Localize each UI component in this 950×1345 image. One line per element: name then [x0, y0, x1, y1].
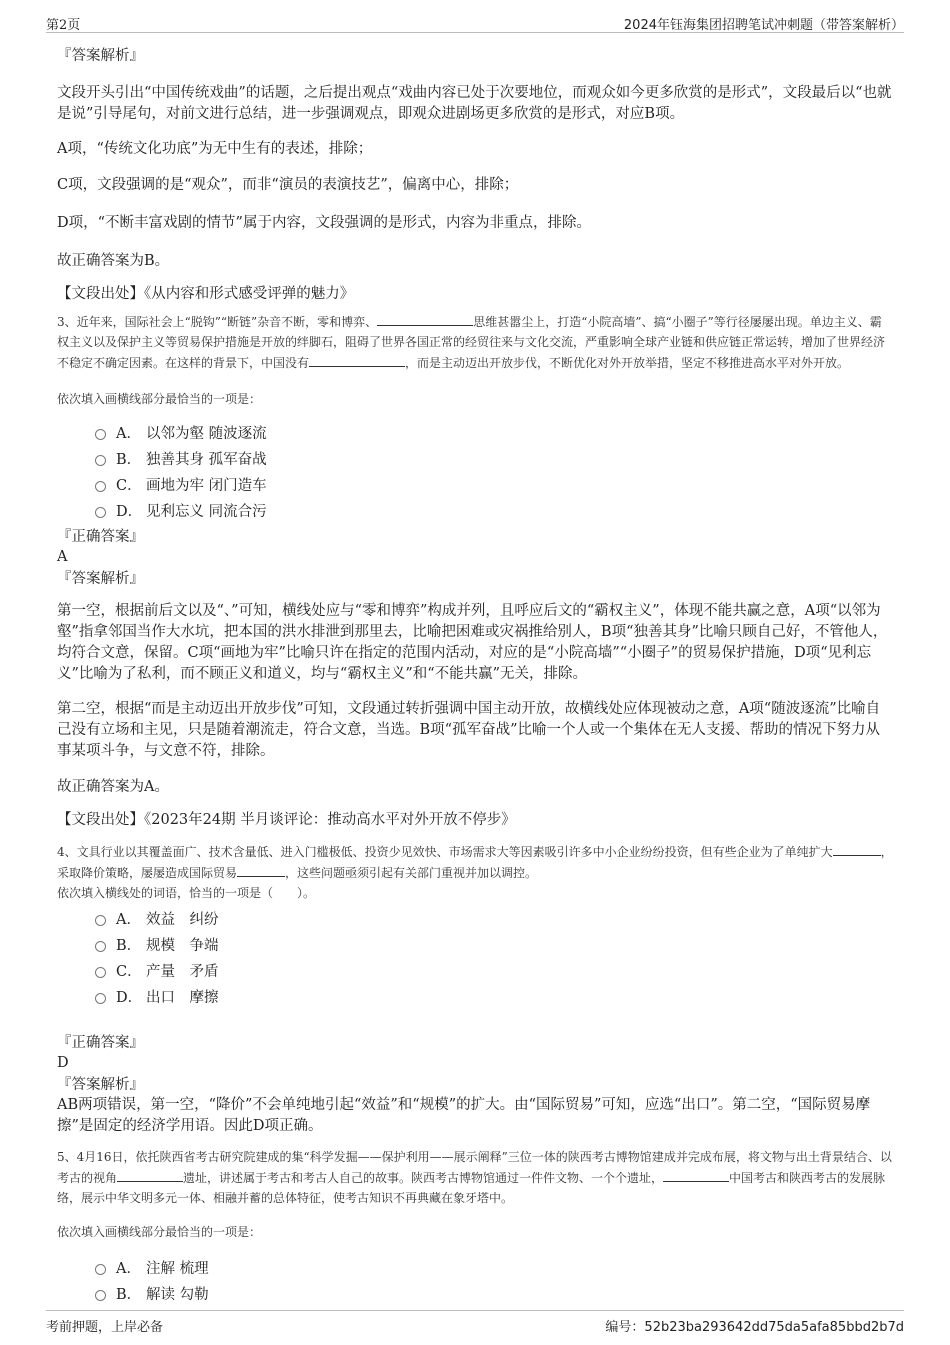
q5-option-a[interactable]: A． 注解 梳理 [95, 1256, 893, 1282]
q4-stem [57, 841, 893, 883]
q5-blank-2 [663, 1167, 729, 1182]
q4-analysis-label: 『答案解析』 [57, 1077, 144, 1093]
q4-options [95, 907, 893, 1011]
page-footer [46, 1310, 904, 1335]
q3-blank-1 [377, 311, 473, 326]
radio-icon[interactable] [95, 507, 106, 518]
q3-option-b[interactable]: B． 独善其身 孤军奋战 [95, 447, 893, 473]
q3-analysis-label: 『答案解析』 [57, 571, 144, 587]
q3-stem-part3: ，而是主动迈出开放步伐，不断优化对外开放举措，坚定不移推进高水平对外开放。 [405, 356, 850, 370]
q3-option-c[interactable]: C． 画地为牢 闭门造车 [95, 473, 893, 499]
q4-answer-label: 『正确答案』 [57, 1035, 144, 1051]
q5-stem-part3: 中国考古和陕西考古的发展脉络，展示中华文明多元一体、相融并蓄的总体特征，使考古知识不再典藏在象牙塔中。 [57, 1171, 886, 1205]
radio-icon[interactable] [95, 455, 106, 466]
document-title: 2024年钰海集团招聘笔试冲刺题（带答案解析） [623, 18, 904, 33]
q5-stem [57, 1147, 893, 1208]
q3-answer: A [57, 549, 68, 565]
q2-analysis-p2: A项，“传统文化功底”为无中生有的表述，排除； [57, 141, 373, 157]
q2-analysis-label: 『答案解析』 [57, 48, 144, 64]
q4-stem-part2: ，采取降价策略，屡屡造成国际贸易 [57, 845, 893, 880]
q4-stem-part3: ，这些问题亟须引起有关部门重视并加以调控。 [285, 866, 538, 880]
q3-stem-part1: 3、近年来，国际社会上“脱钩”“断链”杂音不断，零和博弈、 [57, 315, 378, 329]
radio-icon[interactable] [95, 429, 106, 440]
q3-analysis-p1: 第一空，根据前后文以及“、”可知，横线处应与“零和博弈”构成并列，且呼应后文的“霸权主义”，体现不能共赢之意，A项“以邻为壑”指拿邻国当作大水坑，把本国的洪水排泄到那里去，比喻把困难或灾祸推给别人，B项“独善其身”比喻只顾自己好，不管他人，均符合文意，保留。C项“画地为牢”比喻只许在指定的范围内活动，对应的是“小院高墙”“小圈子”的贸易保护措施，D项“见利忘义”比喻为了私利，而不顾正义和道义，均与“霸权主义”和“不能共赢”无关，排除。 [57, 603, 888, 682]
q2-source: 【文段出处】《从内容和形式感受评弹的魅力》 [57, 286, 355, 302]
q4-analysis-p1: AB两项错误，第一空，“降价”不会单纯地引起“效益”和“规模”的扩大。由“国际贸易”可知，应选“出口”。第二空，“国际贸易摩擦”是固定的经济学用语。因此D项正确。 [57, 1097, 871, 1134]
q3-option-d[interactable]: D． 见利忘义 同流合污 [95, 499, 893, 525]
q3-answer-text: 故正确答案为A。 [57, 779, 169, 795]
q5-blank-1 [117, 1167, 183, 1182]
q5-stem-part2: 遗址，讲述属于考古和考古人自己的故事。陕西考古博物馆通过一件件文物、一个个遗址， [183, 1171, 664, 1185]
q2-answer-text: 故正确答案为B。 [57, 253, 170, 269]
q4-option-d[interactable]: D． 出口 摩擦 [95, 985, 893, 1011]
q4-blank-1 [833, 841, 881, 856]
q4-option-b[interactable]: B． 规模 争端 [95, 933, 893, 959]
radio-icon[interactable] [95, 915, 106, 926]
radio-icon[interactable] [95, 481, 106, 492]
q4-blank-2 [237, 862, 285, 877]
q4-answer: D [57, 1055, 69, 1071]
q3-stem-part2: 思维甚嚣尘上，打造“小院高墙”、搞“小圈子”等行径屡屡出现。单边主义、霸权主义以及保护主义等贸易保护措施是开放的绊脚石，阻碍了世界各国正常的经贸往来与文化交流，严重影响全球产业链和供应链正常运转，增加了世界经济不稳定不确定因素。在这样的背景下，中国没有 [57, 315, 886, 370]
radio-icon[interactable] [95, 941, 106, 952]
q3-option-a[interactable]: A． 以邻为壑 随波逐流 [95, 421, 893, 447]
q2-analysis-p1: 文段开头引出“中国传统戏曲”的话题，之后提出观点“戏曲内容已处于次要地位，而观众如今更多欣赏的是形式”，文段最后以“也就是说”引导尾句，对前文进行总结，进一步强调观点，即观众进剧场更多欣赏的是形式，对应B项。 [57, 85, 892, 122]
page-number: 第2页 [46, 18, 81, 33]
footer-slogan: 考前押题，上岸必备 [46, 1320, 164, 1335]
q4-option-a[interactable]: A． 效益 纠纷 [95, 907, 893, 933]
q5-stem-part1: 5、4月16日，依托陕西省考古研究院建成的集“科学发掘——保护利用——展示阐释”三位一体的陕西考古博物馆建成并完成布展，将文物与出土背景结合、以考古的视角 [57, 1150, 892, 1185]
page-content [57, 42, 893, 1308]
q3-source: 【文段出处】《2023年24期 半月谈评论：推动高水平对外开放不停步》 [57, 812, 516, 828]
page-header [46, 12, 904, 33]
q3-stem [57, 311, 893, 373]
q5-option-b[interactable]: B． 解读 勾勒 [95, 1282, 893, 1308]
radio-icon[interactable] [95, 967, 106, 978]
q4-stem-part1: 4、文具行业以其覆盖面广、技术含量低、进入门槛极低、投资少见效快、市场需求大等因素吸引许多中小企业纷纷投资，但有些企业为了单纯扩大 [57, 845, 833, 859]
q3-prompt: 依次填入画横线部分最恰当的一项是： [57, 392, 262, 406]
q2-analysis-p3: C项，文段强调的是“观众”，而非“演员的表演技艺”，偏离中心，排除； [57, 177, 519, 193]
q3-blank-2 [309, 352, 405, 367]
q3-analysis-p2: 第二空，根据“而是主动迈出开放步伐”可知，文段通过转折强调中国主动开放，故横线处应体现被动之意，A项“随波逐流”比喻自己没有立场和主见，只是随着潮流走，符合文意，当选。B项“孤军奋战”比喻一个人或一个集体在无人支援、帮助的情况下努力从事某项斗争，与文意不符，排除。 [57, 701, 881, 759]
q4-option-c[interactable]: C． 产量 矛盾 [95, 959, 893, 985]
radio-icon[interactable] [95, 1264, 106, 1275]
q3-answer-label: 『正确答案』 [57, 529, 144, 545]
q5-options [95, 1256, 893, 1308]
radio-icon[interactable] [95, 993, 106, 1004]
document-code: 编号：52b23ba293642dd75da5afa85bbd2b7d [605, 1320, 904, 1335]
radio-icon[interactable] [95, 1290, 106, 1301]
q4-prompt: 依次填入横线处的词语，恰当的一项是（ ）。 [57, 886, 316, 900]
q3-options [95, 421, 893, 525]
q2-analysis-p4: D项，“不断丰富戏剧的情节”属于内容，文段强调的是形式，内容为非重点，排除。 [57, 215, 591, 231]
q5-prompt: 依次填入画横线部分最恰当的一项是： [57, 1225, 262, 1239]
